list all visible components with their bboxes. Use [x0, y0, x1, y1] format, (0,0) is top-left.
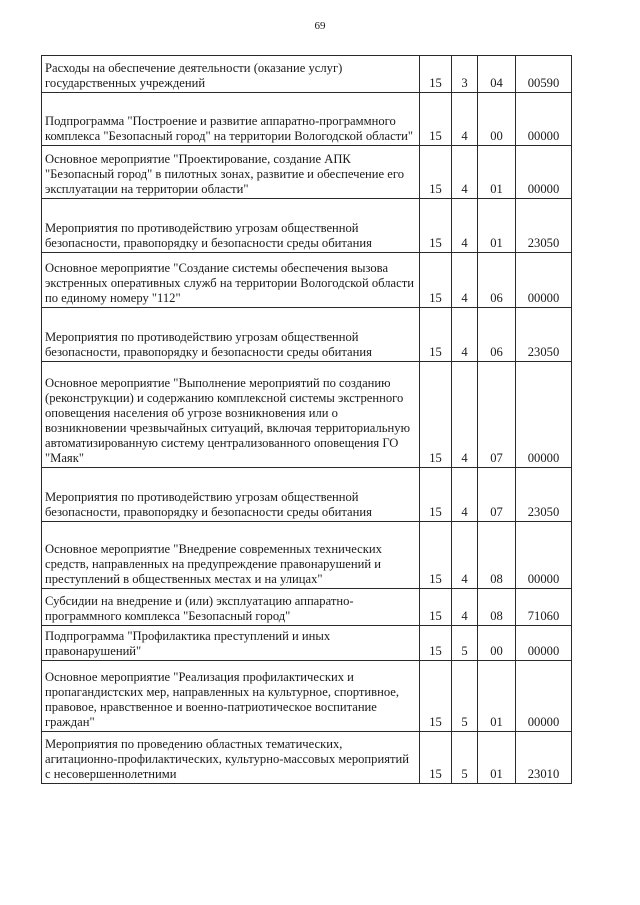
code-cell: 23050	[516, 468, 572, 522]
row-name-cell: Субсидии на внедрение и (или) эксплуатацию аппаратно-программного комплекса "Безопасный город"	[42, 589, 420, 626]
code-cell: 5	[452, 661, 478, 732]
code-cell: 00590	[516, 56, 572, 93]
table-row	[42, 199, 572, 253]
code-cell: 15	[420, 56, 452, 93]
code-cell: 07	[478, 362, 516, 468]
code-cell: 3	[452, 56, 478, 93]
table-row	[42, 468, 572, 522]
code-cell: 01	[478, 199, 516, 253]
table-row	[42, 589, 572, 626]
budget-classification-table	[41, 55, 572, 784]
code-cell: 23010	[516, 732, 572, 784]
row-name-cell: Основное мероприятие "Реализация профилактических и пропагандистских мер, направленных на культурное, спортивное, правовое, нравственное и военно-патриотическое воспитание граждан"	[42, 661, 420, 732]
code-cell: 15	[420, 661, 452, 732]
table-row	[42, 93, 572, 146]
code-cell: 4	[452, 199, 478, 253]
code-cell: 23050	[516, 199, 572, 253]
table-row	[42, 308, 572, 362]
code-cell: 08	[478, 589, 516, 626]
table-row	[42, 253, 572, 308]
code-cell: 00000	[516, 362, 572, 468]
code-cell: 01	[478, 732, 516, 784]
code-cell: 4	[452, 253, 478, 308]
code-cell: 01	[478, 146, 516, 199]
code-cell: 00000	[516, 146, 572, 199]
row-name-cell: Мероприятия по проведению областных тематических, агитационно-профилактических, культурно-массовых мероприятий с несовершеннолетними	[42, 732, 420, 784]
row-name-cell: Мероприятия по противодействию угрозам общественной безопасности, правопорядку и безопасности среды обитания	[42, 468, 420, 522]
code-cell: 4	[452, 93, 478, 146]
code-cell: 00000	[516, 626, 572, 661]
code-cell: 01	[478, 661, 516, 732]
code-cell: 4	[452, 522, 478, 589]
code-cell: 06	[478, 253, 516, 308]
row-name-cell: Расходы на обеспечение деятельности (оказание услуг) государственных учреждений	[42, 56, 420, 93]
code-cell: 08	[478, 522, 516, 589]
row-name-cell: Мероприятия по противодействию угрозам общественной безопасности, правопорядку и безопасности среды обитания	[42, 308, 420, 362]
code-cell: 15	[420, 199, 452, 253]
table-row	[42, 56, 572, 93]
code-cell: 4	[452, 146, 478, 199]
row-name-cell: Основное мероприятие "Проектирование, создание АПК "Безопасный город" в пилотных зонах, развитие и обеспечение его эксплуатации на территории области"	[42, 146, 420, 199]
page-number: 69	[314, 20, 326, 32]
table-row	[42, 732, 572, 784]
code-cell: 4	[452, 362, 478, 468]
row-name-cell: Основное мероприятие "Выполнение мероприятий по созданию (реконструкции) и содержанию комплексной системы экстренного оповещения населения об угрозе возникновения или о возникновении чрезвычайных ситуаций, включая территориальную автоматизированную систему централизованного оповещения ГО "Маяк"	[42, 362, 420, 468]
code-cell: 00	[478, 626, 516, 661]
table-row	[42, 661, 572, 732]
row-name-cell: Основное мероприятие "Внедрение современных технических средств, направленных на предупреждение правонарушений и преступлений в общественных местах и на улицах"	[42, 522, 420, 589]
code-cell: 15	[420, 522, 452, 589]
code-cell: 15	[420, 468, 452, 522]
code-cell: 00000	[516, 661, 572, 732]
code-cell: 23050	[516, 308, 572, 362]
row-name-cell: Мероприятия по противодействию угрозам общественной безопасности, правопорядку и безопасности среды обитания	[42, 199, 420, 253]
row-name-cell: Подпрограмма "Профилактика преступлений и иных правонарушений"	[42, 626, 420, 661]
code-cell: 06	[478, 308, 516, 362]
code-cell: 5	[452, 732, 478, 784]
code-cell: 4	[452, 468, 478, 522]
code-cell: 00	[478, 93, 516, 146]
code-cell: 4	[452, 589, 478, 626]
code-cell: 4	[452, 308, 478, 362]
code-cell: 00000	[516, 93, 572, 146]
table-row	[42, 522, 572, 589]
code-cell: 15	[420, 93, 452, 146]
table-row	[42, 146, 572, 199]
code-cell: 00000	[516, 253, 572, 308]
code-cell: 07	[478, 468, 516, 522]
code-cell: 00000	[516, 522, 572, 589]
row-name-cell: Подпрограмма "Построение и развитие аппаратно-программного комплекса "Безопасный город" на территории Вологодской области"	[42, 93, 420, 146]
code-cell: 5	[452, 626, 478, 661]
code-cell: 15	[420, 362, 452, 468]
code-cell: 15	[420, 146, 452, 199]
table-row	[42, 362, 572, 468]
code-cell: 71060	[516, 589, 572, 626]
table-row	[42, 626, 572, 661]
code-cell: 15	[420, 253, 452, 308]
code-cell: 15	[420, 626, 452, 661]
row-name-cell: Основное мероприятие "Создание системы обеспечения вызова экстренных оперативных служб на территории Вологодской области по единому номеру "112"	[42, 253, 420, 308]
code-cell: 15	[420, 589, 452, 626]
code-cell: 04	[478, 56, 516, 93]
code-cell: 15	[420, 732, 452, 784]
code-cell: 15	[420, 308, 452, 362]
